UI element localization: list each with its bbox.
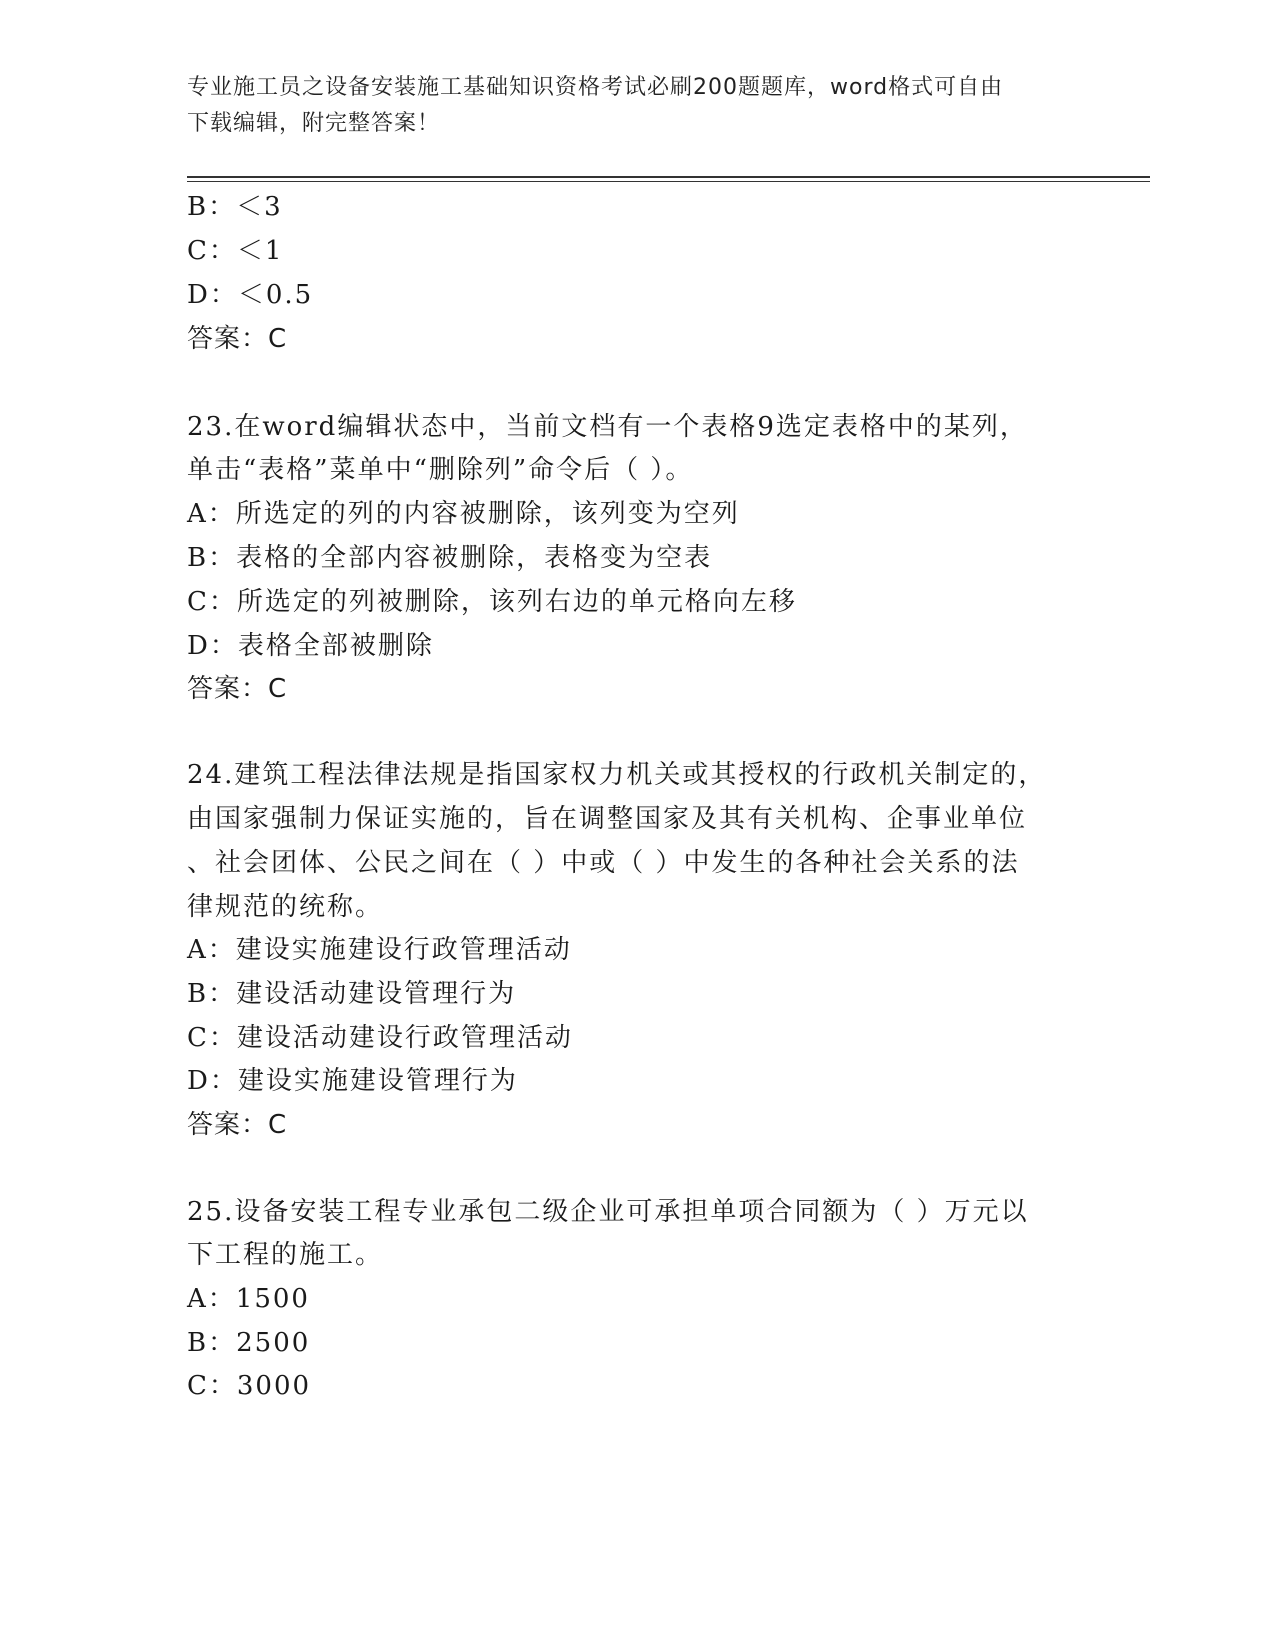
q24-stem-line-1: 24.建筑工程法律法规是指国家权力机关或其授权的行政机关制定的， xyxy=(187,760,1047,790)
q23-option-d: D：表格全部被删除 xyxy=(187,631,434,661)
q22-answer: 答案：C xyxy=(187,324,288,354)
q23-option-b: B：表格的全部内容被删除，表格变为空表 xyxy=(187,543,713,573)
q24-stem-line-4: 律规范的统称。 xyxy=(187,892,384,922)
q24-option-b: B：建设活动建设管理行为 xyxy=(187,979,517,1009)
header-line-2: 下载编辑，附完整答案！ xyxy=(187,111,441,136)
q23-option-c: C：所选定的列被删除，该列右边的单元格向左移 xyxy=(187,587,797,617)
header-divider-thick xyxy=(187,176,1150,178)
q24-option-d: D：建设实施建设管理行为 xyxy=(187,1066,518,1096)
document-header xyxy=(187,70,1087,142)
q25-stem-line-2: 下工程的施工。 xyxy=(187,1240,384,1270)
q24-answer: 答案：C xyxy=(187,1110,288,1140)
q24-stem-line-2: 由国家强制力保证实施的，旨在调整国家及其有关机构、企事业单位 xyxy=(187,804,1028,834)
header-divider-thin xyxy=(187,181,1150,182)
q23-stem-line-1: 23.在word编辑状态中，当前文档有一个表格9选定表格中的某列， xyxy=(187,412,1028,442)
q22-option-d: D：＜0.5 xyxy=(187,280,314,310)
q24-stem-line-3: 、社会团体、公民之间在（ ）中或（ ）中发生的各种社会关系的法 xyxy=(187,848,1020,878)
q24-option-c: C：建设活动建设行政管理活动 xyxy=(187,1023,573,1053)
q23-stem-line-2: 单击“表格”菜单中“删除列”命令后（ ）。 xyxy=(187,455,694,485)
header-line-1: 专业施工员之设备安装施工基础知识资格考试必刷200题题库，word格式可自由 xyxy=(187,75,1004,100)
q25-option-a: A：1500 xyxy=(187,1284,310,1314)
q25-stem-line-1: 25.设备安装工程专业承包二级企业可承担单项合同额为（ ）万元以 xyxy=(187,1197,1029,1227)
q25-option-c: C：3000 xyxy=(187,1371,312,1401)
q25-option-b: B：2500 xyxy=(187,1328,311,1358)
q22-option-b: B：＜3 xyxy=(187,192,283,222)
q22-option-c: C：＜1 xyxy=(187,236,284,266)
q23-answer: 答案：C xyxy=(187,674,288,704)
q23-option-a: A：所选定的列的内容被删除，该列变为空列 xyxy=(187,499,740,529)
q24-option-a: A：建设实施建设行政管理活动 xyxy=(187,935,572,965)
